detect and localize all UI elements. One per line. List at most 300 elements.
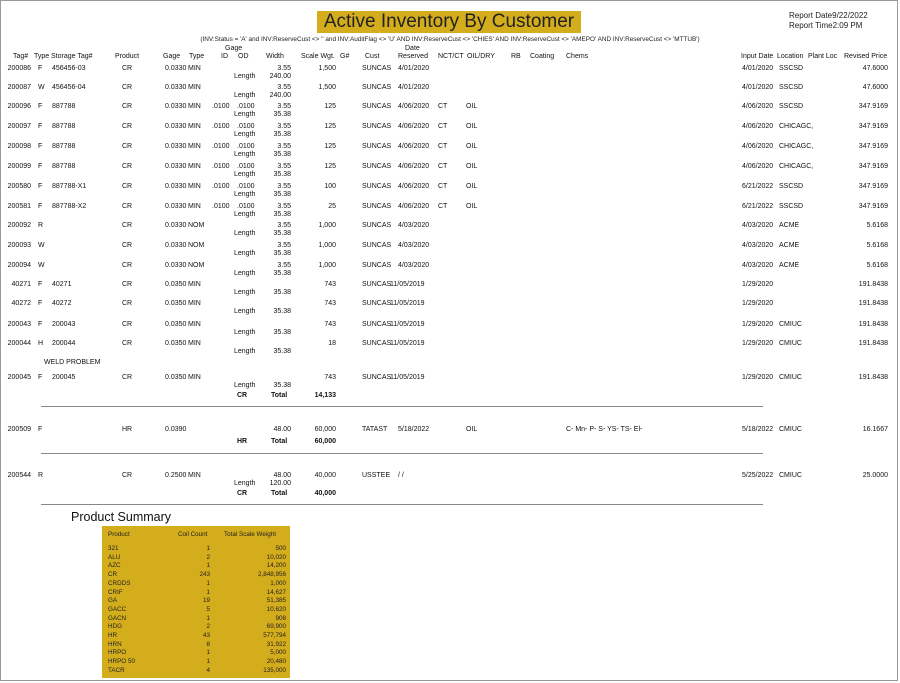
revised-price: 191.8438 [858, 374, 888, 381]
input-date: 4/03/2020 [742, 222, 774, 229]
summary-scale-weight: 14,627 [266, 588, 286, 596]
nct-ct: CT [438, 103, 448, 110]
inner-diameter: .0100 [212, 183, 230, 190]
product: CR [122, 143, 133, 150]
location: CMIUC [779, 472, 802, 479]
tag-number: 200544 [7, 472, 31, 479]
summary-header-weight: Total Scale Weight [224, 531, 277, 538]
input-date: 4/01/2020 [742, 65, 774, 72]
summary-scale-weight: 31,922 [266, 640, 286, 648]
outer-diameter: .0100 [237, 143, 255, 150]
storage-tag: 40272 [52, 300, 72, 307]
gage: 0.0350 [165, 374, 187, 381]
input-date: 1/29/2020 [742, 281, 774, 288]
inner-diameter: .0100 [212, 163, 230, 170]
outer-diameter: .0100 [237, 163, 255, 170]
tag-number: 200580 [7, 183, 31, 190]
summary-product: TACR [108, 666, 125, 674]
tag-number: 200509 [7, 426, 31, 433]
summary-coil-count: 4 [206, 666, 210, 674]
gage-type: MIN [188, 84, 201, 91]
length-label: Length [234, 329, 256, 336]
tag-number: 200097 [7, 123, 31, 130]
length: 120.00 [269, 480, 291, 487]
product: CR [122, 84, 133, 91]
scale-weight: 743 [324, 281, 336, 288]
location: CMIUC [779, 321, 802, 328]
length-label: Length [234, 308, 256, 315]
summary-product: GA [108, 597, 118, 605]
total-product-label: CR [237, 490, 248, 497]
length: 35.38 [273, 382, 291, 389]
header-od: OD [238, 53, 249, 60]
header-input-date: Input Date [741, 53, 774, 60]
header-product: Product [115, 53, 140, 60]
date-reserved: 4/06/2020 [398, 103, 430, 110]
date-reserved: 4/03/2020 [398, 242, 430, 249]
length: 35.38 [273, 250, 291, 257]
coil-type: F [38, 426, 43, 433]
revised-price: 191.8438 [858, 340, 888, 347]
summary-scale-weight: 1,000 [270, 579, 286, 587]
input-date: 5/18/2022 [742, 426, 774, 433]
scale-weight: 18 [328, 340, 336, 347]
customer: SUNCAS [362, 321, 392, 328]
width: 3.55 [277, 163, 291, 170]
oil-dry: OIL [466, 426, 478, 433]
width: 3.55 [277, 123, 291, 130]
customer: SUNCAS [362, 103, 392, 110]
scale-weight: 743 [324, 374, 336, 381]
length-label: Length [234, 171, 256, 178]
revised-price: 347.9169 [858, 123, 888, 130]
total-label: Total [271, 438, 288, 445]
length: 35.38 [273, 230, 291, 237]
gage: 0.0350 [165, 300, 187, 307]
date-reserved: 4/03/2020 [398, 262, 430, 269]
gage-type: MIN [188, 203, 201, 210]
gage-type: MIN [188, 103, 201, 110]
input-date: 6/21/2022 [742, 203, 774, 210]
length-label: Length [234, 92, 256, 99]
revised-price: 347.9169 [858, 203, 888, 210]
inner-diameter: .0100 [212, 143, 230, 150]
tag-number: 40272 [11, 300, 31, 307]
nct-ct: CT [438, 123, 448, 130]
header-coating: Coating [530, 53, 555, 60]
tag-number: 200092 [7, 222, 31, 229]
length: 35.38 [273, 308, 291, 315]
storage-tag: 887788-X2 [52, 203, 87, 210]
date-reserved: 5/18/2022 [398, 426, 430, 433]
report-title: Active Inventory By Customer [317, 11, 581, 33]
header-nct: NCT/CT [438, 53, 464, 60]
gage: 0.0330 [165, 143, 187, 150]
length-label: Length [234, 191, 256, 198]
summary-coil-count: 5 [206, 605, 210, 613]
location: ACME [779, 262, 800, 269]
coil-type: F [38, 163, 43, 170]
revised-price: 347.9169 [858, 163, 888, 170]
date-reserved: 4/03/2020 [398, 222, 430, 229]
section-divider [41, 453, 763, 454]
storage-tag: 456456-04 [52, 84, 86, 91]
total-label: Total [271, 490, 288, 497]
scale-weight: 125 [324, 103, 336, 110]
product: CR [122, 103, 133, 110]
gage: 0.0330 [165, 183, 187, 190]
location: SSCSD [779, 65, 804, 72]
length-label: Length [234, 348, 256, 355]
total-scale-weight: 60,000 [314, 438, 336, 445]
outer-diameter: .0100 [237, 103, 255, 110]
summary-product: HRN [108, 640, 122, 648]
coil-type: F [38, 203, 43, 210]
scale-weight: 125 [324, 143, 336, 150]
gage: 0.2500 [165, 472, 187, 479]
length: 35.38 [273, 348, 291, 355]
chems: C- Mn- P- S- YS- TS- El- [566, 426, 643, 433]
gage-type: MIN [188, 321, 201, 328]
product: CR [122, 300, 133, 307]
revised-price: 5.6168 [866, 262, 888, 269]
customer: SUNCAS [362, 65, 392, 72]
coil-type: F [38, 123, 43, 130]
customer: SUNCAS [362, 262, 392, 269]
coil-type: F [38, 183, 43, 190]
scale-weight: 40,000 [314, 472, 336, 479]
header-reserved: Reserved [398, 53, 428, 60]
nct-ct: CT [438, 143, 448, 150]
storage-tag: 887788 [52, 103, 76, 110]
scale-weight: 1,500 [318, 65, 336, 72]
length: 240.00 [269, 73, 291, 80]
date-reserved: 11/05/2019 [390, 340, 425, 347]
gage-type: MIN [188, 183, 201, 190]
total-label: Total [271, 392, 288, 399]
summary-scale-weight: 5,000 [270, 649, 286, 657]
revised-price: 5.6168 [866, 222, 888, 229]
summary-coil-count: 2 [206, 623, 210, 631]
summary-product: GACC [108, 605, 127, 613]
revised-price: 25.0000 [862, 472, 888, 479]
input-date: 4/01/2020 [742, 84, 774, 91]
gage: 0.0350 [165, 321, 187, 328]
customer: SUNCAS [362, 203, 392, 210]
storage-tag: 887788 [52, 123, 76, 130]
product: CR [122, 472, 133, 479]
date-reserved: 4/06/2020 [398, 183, 430, 190]
storage-tag: 200043 [52, 321, 76, 328]
header-scale-wgt: Scale Wgt. [301, 53, 335, 60]
gage: 0.0330 [165, 84, 187, 91]
revised-price: 347.9169 [858, 143, 888, 150]
gage-type: MIN [188, 163, 201, 170]
location: CMIUC [779, 426, 802, 433]
filter-criteria: (INV:Status = 'A' and INV:ReserveCust <> '' and INV:AuditFlag <> 'U' AND INV:ReserveCust <> 'CHIES' AND INV:ReserveCust <> 'AMEPO' AND INV:ReserveCust <> 'MTTUB') [200, 36, 700, 43]
product: CR [122, 262, 133, 269]
header-rb: RB [511, 53, 521, 60]
nct-ct: CT [438, 183, 448, 190]
summary-coil-count: 43 [202, 632, 210, 639]
storage-tag: 887788 [52, 163, 76, 170]
scale-weight: 1,000 [318, 222, 336, 229]
summary-scale-weight: 10,620 [266, 605, 286, 613]
date-reserved: 4/06/2020 [398, 123, 430, 130]
coil-type: F [38, 65, 43, 72]
gage-type: MIN [188, 472, 201, 479]
storage-tag: 200045 [52, 374, 76, 381]
gage-type: MIN [188, 65, 201, 72]
tag-number: 200045 [7, 374, 31, 381]
header-oil: OIL/DRY [467, 53, 495, 60]
customer: SUNCAS [362, 374, 392, 381]
gage: 0.0330 [165, 163, 187, 170]
gage: 0.0350 [165, 340, 187, 347]
location: CHICAGC, [779, 123, 814, 130]
gage: 0.0330 [165, 242, 187, 249]
length-label: Length [234, 111, 256, 118]
section-divider [41, 406, 763, 407]
width: 3.55 [277, 143, 291, 150]
product: CR [122, 281, 133, 288]
product: CR [122, 340, 133, 347]
customer: USSTEE [362, 472, 391, 479]
oil-dry: OIL [466, 143, 478, 150]
storage-tag: 887788 [52, 143, 76, 150]
oil-dry: OIL [466, 103, 478, 110]
outer-diameter: .0100 [237, 123, 255, 130]
revised-price: 5.6168 [866, 242, 888, 249]
summary-scale-weight: 69,900 [266, 623, 286, 631]
length-label: Length [234, 480, 256, 487]
oil-dry: OIL [466, 123, 478, 130]
summary-scale-weight: 2,848,956 [257, 571, 286, 579]
date-reserved: 4/01/2020 [398, 84, 430, 91]
nct-ct: CT [438, 203, 448, 210]
header-width: Width [266, 53, 284, 60]
input-date: 1/29/2020 [742, 300, 774, 307]
tag-number: 40271 [11, 281, 31, 288]
summary-coil-count: 19 [202, 597, 210, 605]
tag-number: 200099 [7, 163, 31, 170]
length-label: Length [234, 151, 256, 158]
total-scale-weight: 40,000 [314, 490, 336, 497]
width: 3.55 [277, 242, 291, 249]
nct-ct: CT [438, 163, 448, 170]
location: SSCSD [779, 183, 804, 190]
customer: SUNCAS [362, 222, 392, 229]
product: CR [122, 321, 133, 328]
gage-type: NOM [188, 242, 205, 249]
date-reserved: 11/05/2019 [390, 374, 425, 381]
summary-product: AZC [108, 562, 121, 570]
revised-price: 16.1667 [862, 426, 888, 433]
header-g: G# [340, 53, 350, 60]
width: 48.00 [273, 426, 291, 433]
header-tag: Tag# [13, 53, 29, 60]
gage-type: MIN [188, 340, 201, 347]
tag-number: 200093 [7, 242, 31, 249]
tag-number: 200043 [7, 321, 31, 328]
customer: SUNCAS [362, 183, 392, 190]
summary-coil-count: 1 [206, 649, 210, 657]
tag-number: 200086 [7, 65, 31, 72]
scale-weight: 100 [324, 183, 336, 190]
date-reserved: 4/06/2020 [398, 143, 430, 150]
date-reserved: 11/05/2019 [390, 321, 425, 328]
summary-coil-count: 1 [206, 579, 210, 587]
product: CR [122, 123, 133, 130]
gage-type: MIN [188, 374, 201, 381]
product: CR [122, 374, 133, 381]
length: 35.38 [273, 171, 291, 178]
location: CMIUC [779, 374, 802, 381]
header-gage-upper: Gage [225, 45, 243, 52]
input-date: 1/29/2020 [742, 374, 774, 381]
summary-coil-count: 8 [206, 640, 210, 648]
header-revised-price: Revised Price [844, 53, 888, 60]
width: 3.55 [277, 103, 291, 110]
length: 35.38 [273, 111, 291, 118]
length: 35.38 [273, 131, 291, 138]
product: CR [122, 203, 133, 210]
coil-type: F [38, 374, 43, 381]
revised-price: 191.8438 [858, 281, 888, 288]
customer: SUNCAS [362, 340, 392, 347]
revised-price: 191.8438 [858, 300, 888, 307]
input-date: 1/29/2020 [742, 321, 774, 328]
header-storage-tag: Storage Tag# [51, 53, 93, 60]
gage: 0.0330 [165, 65, 187, 72]
scale-weight: 125 [324, 123, 336, 130]
location: SSCSD [779, 84, 804, 91]
summary-coil-count: 1 [206, 658, 210, 666]
input-date: 5/25/2022 [742, 472, 774, 479]
length: 35.38 [273, 151, 291, 158]
length-label: Length [234, 73, 256, 80]
header-chems: Chems [566, 53, 589, 60]
length-label: Length [234, 250, 256, 257]
header-gage: Gage [163, 53, 181, 60]
date-reserved: 4/06/2020 [398, 163, 430, 170]
gage-type: MIN [188, 300, 201, 307]
location: CHICAGC, [779, 163, 814, 170]
oil-dry: OIL [466, 163, 478, 170]
input-date: 4/06/2020 [742, 123, 774, 130]
summary-product: GACN [108, 614, 127, 622]
width: 3.55 [277, 222, 291, 229]
summary-coil-count: 1 [206, 588, 210, 596]
gage: 0.0330 [165, 103, 187, 110]
summary-scale-weight: 14,200 [266, 562, 286, 570]
length: 35.38 [273, 211, 291, 218]
coil-type: W [38, 242, 45, 249]
tag-number: 200094 [7, 262, 31, 269]
coil-type: F [38, 143, 43, 150]
summary-scale-weight: 577,794 [263, 632, 286, 639]
customer: SUNCAS [362, 163, 392, 170]
inner-diameter: .0100 [212, 203, 230, 210]
location: ACME [779, 222, 800, 229]
product: HR [122, 426, 133, 433]
header-date-upper: Date [405, 45, 420, 52]
header-plant-loc: Plant Loc [808, 53, 838, 60]
input-date: 6/21/2022 [742, 183, 774, 190]
header-cust: Cust [365, 53, 380, 60]
product: CR [122, 65, 133, 72]
width: 3.55 [277, 203, 291, 210]
coil-type: H [38, 340, 44, 347]
scale-weight: 1,000 [318, 262, 336, 269]
summary-coil-count: 1 [206, 545, 210, 552]
length: 35.38 [273, 329, 291, 336]
outer-diameter: .0100 [237, 183, 255, 190]
total-scale-weight: 14,133 [314, 392, 336, 399]
revised-price: 347.9169 [858, 183, 888, 190]
input-date: 1/29/2020 [742, 340, 774, 347]
coil-type: F [38, 321, 43, 328]
oil-dry: OIL [466, 183, 478, 190]
inner-diameter: .0100 [212, 103, 230, 110]
summary-scale-weight: 20,480 [266, 658, 286, 666]
gage-type: MIN [188, 123, 201, 130]
header-id: ID [221, 53, 228, 60]
product: CR [122, 222, 133, 229]
gage-type: NOM [188, 222, 205, 229]
input-date: 4/06/2020 [742, 143, 774, 150]
report-date: Report Date9/22/2022 [789, 11, 868, 20]
row-note: WELD PROBLEM [44, 359, 101, 366]
revised-price: 191.8438 [858, 321, 888, 328]
storage-tag: 40271 [52, 281, 72, 288]
width: 3.55 [277, 183, 291, 190]
gage: 0.0330 [165, 222, 187, 229]
date-reserved: 11/05/2019 [390, 281, 425, 288]
summary-scale-weight: 908 [275, 614, 286, 622]
length: 240.00 [269, 92, 291, 99]
scale-weight: 743 [324, 321, 336, 328]
scale-weight: 60,000 [314, 426, 336, 433]
tag-number: 200096 [7, 103, 31, 110]
scale-weight: 1,500 [318, 84, 336, 91]
storage-tag: 887788-X1 [52, 183, 87, 190]
customer: SUNCAS [362, 281, 392, 288]
gage: 0.0330 [165, 203, 187, 210]
input-date: 4/06/2020 [742, 103, 774, 110]
gage: 0.0390 [165, 426, 187, 433]
length-label: Length [234, 230, 256, 237]
summary-product: HDG [108, 623, 122, 631]
date-reserved: 4/06/2020 [398, 203, 430, 210]
summary-coil-count: 2 [206, 553, 210, 561]
date-reserved: 4/01/2020 [398, 65, 430, 72]
tag-number: 200087 [7, 84, 31, 91]
coil-type: R [38, 222, 44, 229]
width: 3.55 [277, 84, 291, 91]
summary-scale-weight: 10,020 [266, 553, 286, 561]
revised-price: 47.6000 [862, 84, 888, 91]
customer: SUNCAS [362, 242, 392, 249]
product: CR [122, 183, 133, 190]
scale-weight: 743 [324, 300, 336, 307]
product-summary-table [102, 526, 290, 678]
summary-scale-weight: 51,385 [266, 597, 286, 605]
width: 48.00 [273, 472, 291, 479]
width: 3.55 [277, 65, 291, 72]
storage-tag: 456456-03 [52, 65, 86, 72]
location: SSCSD [779, 103, 804, 110]
